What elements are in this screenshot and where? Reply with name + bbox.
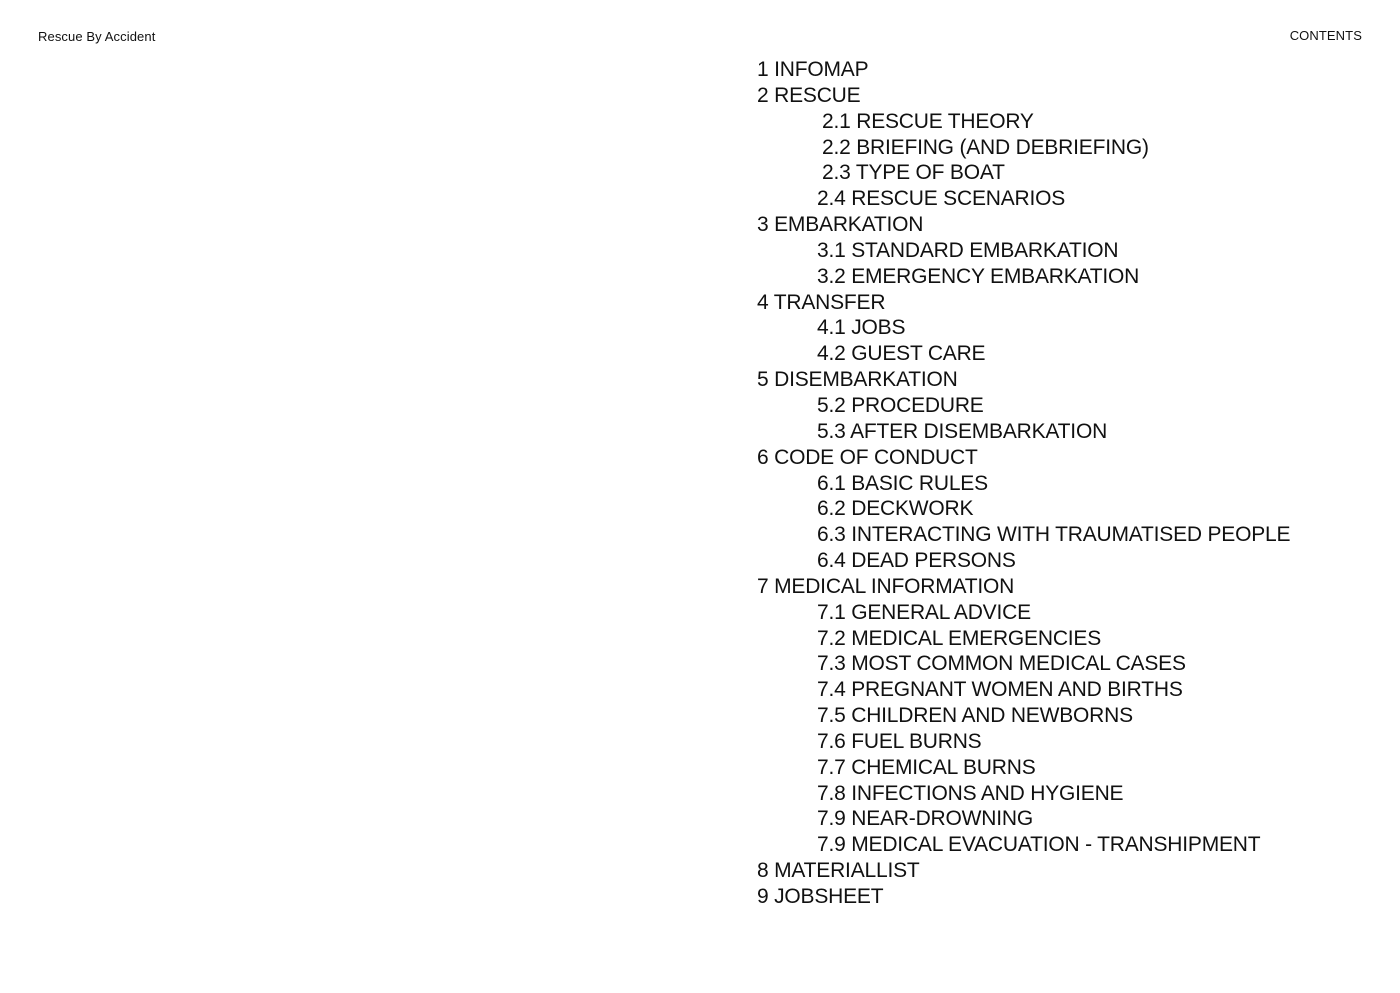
toc-section[interactable]: 6.3 INTERACTING WITH TRAUMATISED PEOPLE (817, 523, 1291, 547)
toc-section[interactable]: 6.4 DEAD PERSONS (817, 549, 1016, 573)
toc-chapter[interactable]: 9 JOBSHEET (757, 885, 884, 908)
toc-chapter[interactable]: 5 DISEMBARKATION (757, 368, 958, 392)
toc-chapter[interactable]: 3 EMBARKATION (757, 213, 924, 237)
toc-section[interactable]: 5.3 AFTER DISEMBARKATION (817, 419, 1108, 443)
toc-section[interactable]: 7.8 INFECTIONS AND HYGIENE (817, 781, 1124, 805)
toc-section[interactable]: 4.1 JOBS (817, 316, 906, 340)
toc-chapter[interactable]: 8 MATERIALLIST (757, 859, 920, 883)
toc-chapter[interactable]: 1 INFOMAP (757, 58, 869, 81)
toc-section[interactable]: 4.2 GUEST CARE (817, 342, 986, 366)
toc-section[interactable]: 7.4 PREGNANT WOMEN AND BIRTHS (817, 678, 1183, 702)
toc-chapter[interactable]: 7 MEDICAL INFORMATION (757, 574, 1015, 598)
toc-chapter[interactable]: 2 RESCUE (757, 83, 861, 107)
toc-chapter[interactable]: 6 CODE OF CONDUCT (757, 445, 978, 469)
toc-section[interactable]: 7.1 GENERAL ADVICE (817, 600, 1031, 624)
toc-section[interactable]: 2.1 RESCUE THEORY (822, 109, 1034, 133)
toc-section[interactable]: 2.4 RESCUE SCENARIOS (817, 187, 1066, 211)
toc-section[interactable]: 3.1 STANDARD EMBARKATION (817, 238, 1119, 262)
section-heading: CONTENTS (1289, 28, 1362, 43)
toc-section[interactable]: 5.2 PROCEDURE (817, 393, 984, 417)
toc-section[interactable]: 7.2 MEDICAL EMERGENCIES (817, 626, 1102, 650)
toc-section[interactable]: 2.3 TYPE OF BOAT (822, 161, 1005, 185)
toc-section[interactable]: 7.5 CHILDREN AND NEWBORNS (817, 704, 1133, 728)
toc-section[interactable]: 3.2 EMERGENCY EMBARKATION (817, 264, 1140, 288)
toc-section[interactable]: 7.9 NEAR-DROWNING (817, 807, 1033, 831)
toc-section[interactable]: 7.9 MEDICAL EVACUATION - TRANSHIPMENT (817, 833, 1261, 857)
toc-section[interactable]: 6.1 BASIC RULES (817, 471, 988, 495)
toc-section[interactable]: 7.6 FUEL BURNS (817, 729, 982, 753)
toc-section[interactable]: 7.7 CHEMICAL BURNS (817, 755, 1036, 779)
toc-chapter[interactable]: 4 TRANSFER (757, 290, 886, 314)
document-title: Rescue By Accident (38, 29, 156, 44)
toc-section[interactable]: 6.2 DECKWORK (817, 497, 974, 521)
toc-section[interactable]: 2.2 BRIEFING (AND DEBRIEFING) (822, 135, 1149, 159)
table-of-contents (757, 57, 1290, 910)
toc-section[interactable]: 7.3 MOST COMMON MEDICAL CASES (817, 652, 1186, 676)
